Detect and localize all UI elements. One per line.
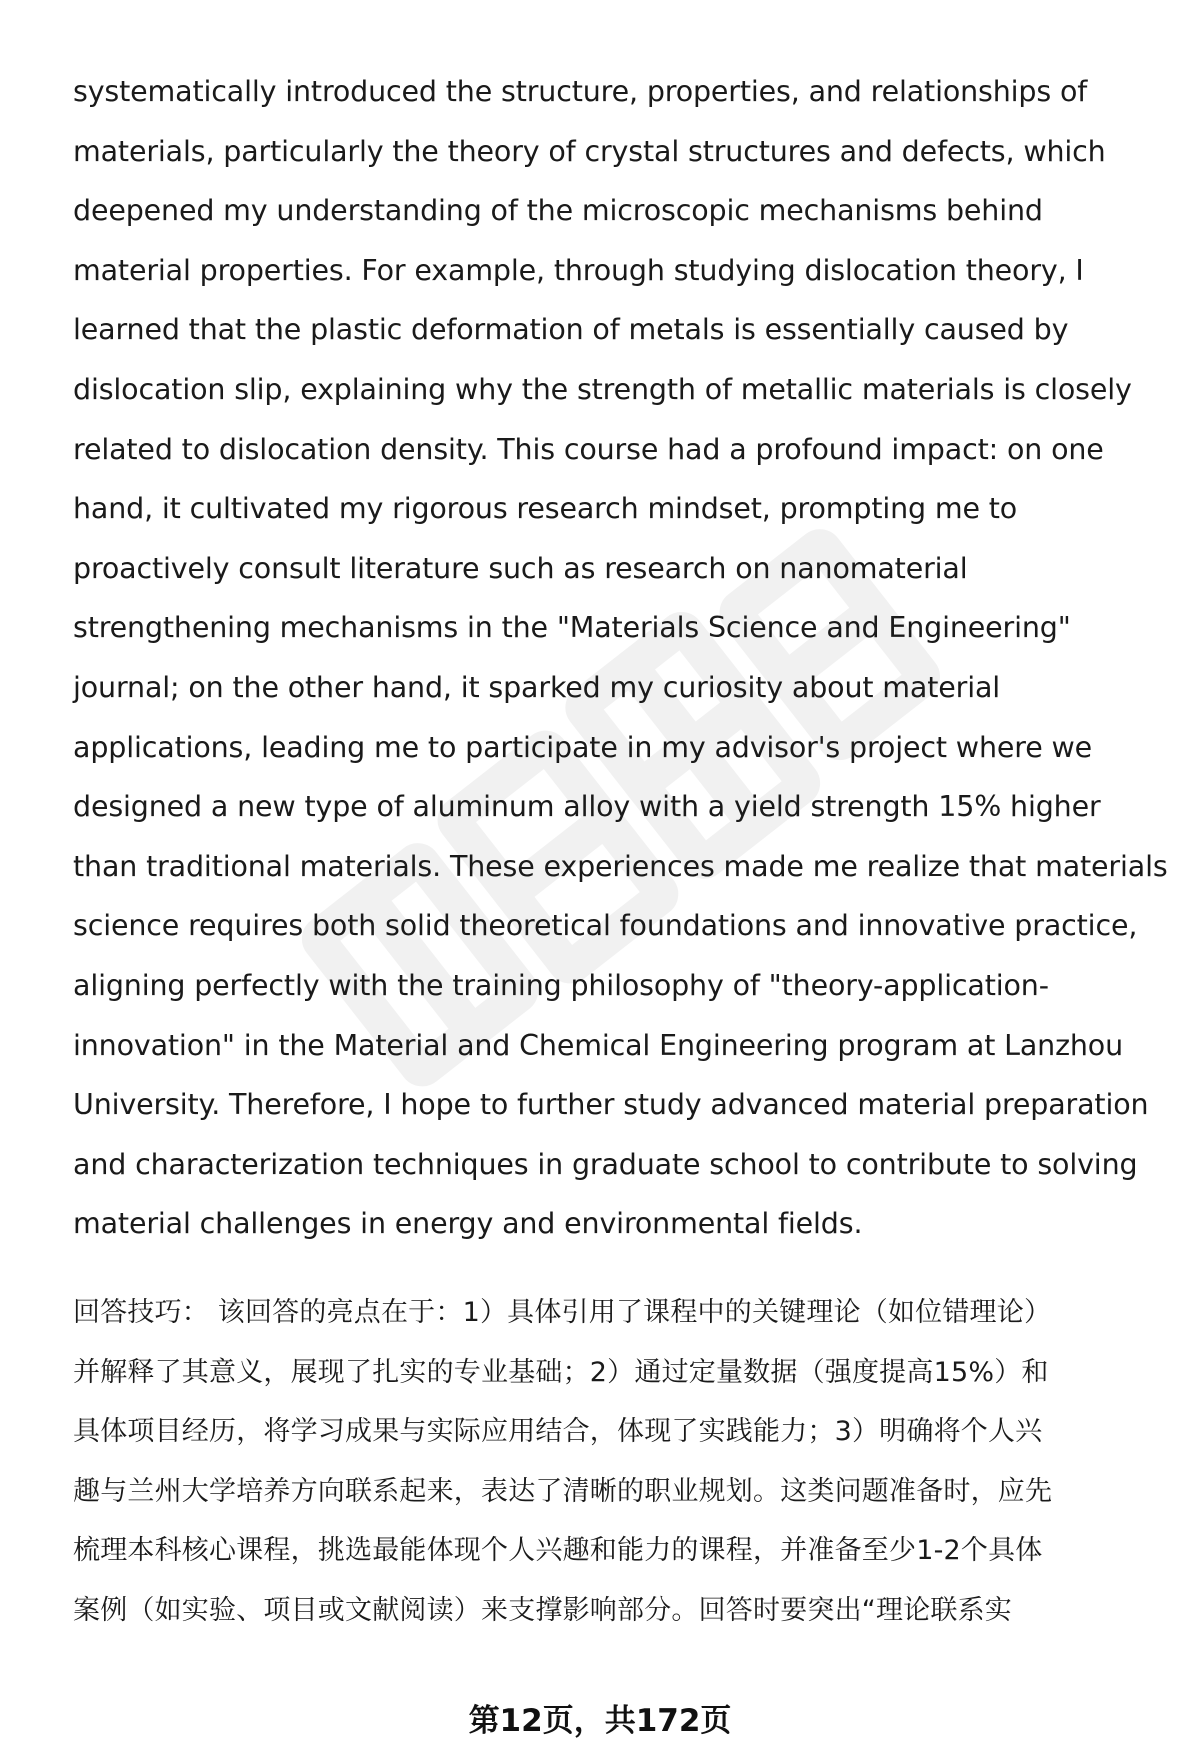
text-line: systematically introduced the structure, properties, and relationships of: [73, 75, 1088, 108]
text-line: hand, it cultivated my rigorous research mindset, prompting me to: [73, 492, 1018, 526]
text-line: and characterization techniques in graduate school to contribute to solving: [73, 1147, 1138, 1181]
tips-text-line: 回答技巧： 该回答的亮点在于：1）具体引用了课程中的关键理论（如位错理论）: [73, 1297, 1052, 1328]
tips-text-line: 梳理本科核心课程，挑选最能体现个人兴趣和能力的课程，并准备至少1-2个具体: [73, 1535, 1043, 1567]
text-line: proactively consult literature such as research on nanomaterial: [73, 551, 968, 585]
tips-text-line: 趣与兰州大学培养方向联系起来，表达了清晰的职业规划。这类问题准备时，应先: [73, 1475, 1053, 1507]
text-line: learned that the plastic deformation of metals is essentially caused by: [73, 313, 1069, 347]
tips-text-line: 并解释了其意义，展现了扎实的专业基础；2）通过定量数据（强度提高15%）和: [73, 1356, 1049, 1388]
text-line: deepened my understanding of the microscopic mechanisms behind: [73, 194, 1043, 228]
text-line: materials, particularly the theory of crystal structures and defects, which: [73, 134, 1106, 168]
tips-text-line: 案例（如实验、项目或文献阅读）来支撑影响部分。回答时要突出“理论联系实: [73, 1594, 1012, 1626]
text-line: related to dislocation density. This course had a profound impact: on one: [73, 432, 1104, 466]
text-line: material challenges in energy and environmental fields.: [73, 1207, 863, 1241]
answer-body: [73, 62, 1168, 1254]
tips-text-line: 具体项目经历，将学习成果与实际应用结合，体现了实践能力；3）明确将个人兴: [73, 1416, 1043, 1448]
answer-tips-section: [73, 1283, 1153, 1641]
answer-tips-paragraph: [73, 1283, 1153, 1641]
text-line: journal; on the other hand, it sparked my curiosity about material: [73, 670, 1001, 704]
text-line: science requires both solid theoretical foundations and innovative practice,: [73, 909, 1138, 943]
text-line: dislocation slip, explaining why the strength of metallic materials is closely: [73, 372, 1132, 406]
text-line: designed a new type of aluminum alloy with a yield strength 15% higher: [73, 790, 1101, 824]
text-line: University. Therefore, I hope to further study advanced material preparation: [73, 1088, 1149, 1122]
text-line: material properties. For example, through studying dislocation theory, I: [73, 253, 1084, 287]
text-line: aligning perfectly with the training philosophy of "theory-application-: [73, 968, 1049, 1002]
text-line: applications, leading me to participate in my advisor's project where we: [73, 730, 1093, 764]
text-line: strengthening mechanisms in the "Materials Science and Engineering": [73, 611, 1071, 645]
page-number-footer: 第12页，共172页: [468, 1703, 732, 1739]
text-line: than traditional materials. These experiences made me realize that materials: [73, 849, 1168, 883]
text-line: innovation" in the Material and Chemical Engineering program at Lanzhou: [73, 1028, 1124, 1062]
answer-paragraph: [73, 62, 1168, 1254]
